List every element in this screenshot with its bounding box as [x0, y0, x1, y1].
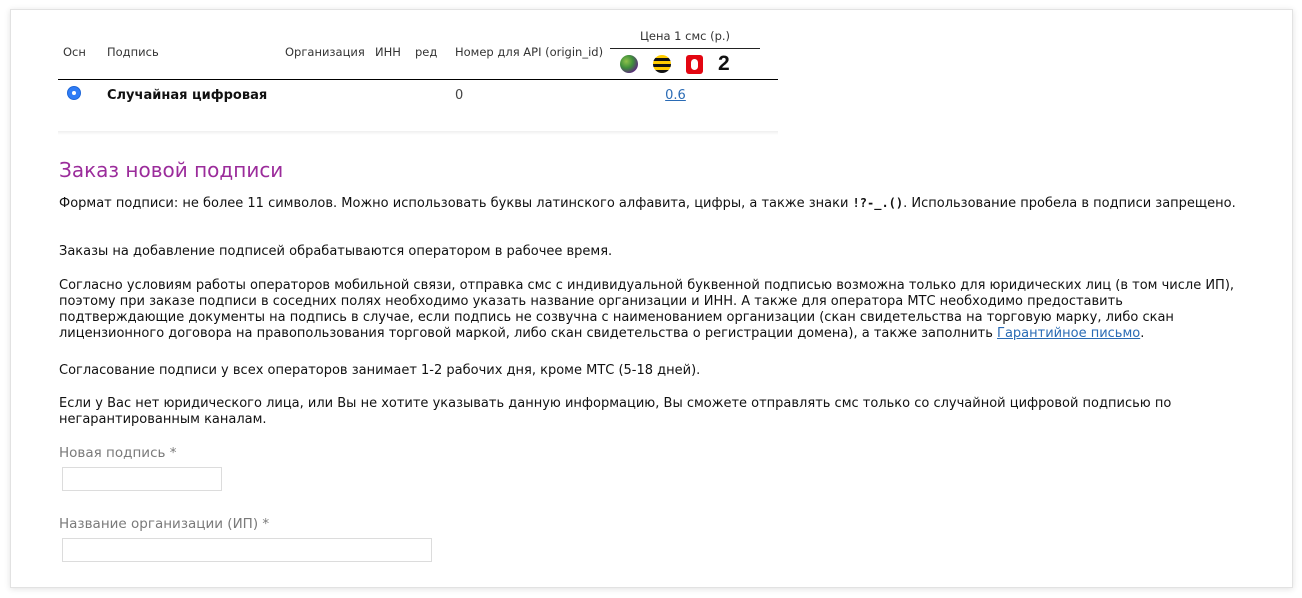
col-api-number-header: Номер для API (origin_id) [450, 24, 610, 80]
new-signature-label: Новая подпись * [59, 445, 177, 461]
origin-id-cell: 0 [455, 87, 464, 103]
guarantee-letter-link[interactable]: Гарантийное письмо [997, 326, 1141, 341]
inn-cell [370, 80, 410, 111]
megafon-icon [620, 55, 638, 73]
page-title: Заказ новой подписи [59, 158, 284, 182]
table-row [58, 80, 778, 111]
col-signature-header: Подпись [102, 24, 280, 80]
no-legal-entity-text: Если у Вас нет юридического лица, или Вы не хотите указывать данную информацию, Вы сможете отправлять смс только со случайной цифровой подписью по негарантированным каналам. [59, 396, 1172, 427]
main-signature-radio[interactable] [67, 86, 81, 100]
beeline-icon [653, 55, 671, 73]
approval-text: Согласование подписи у всех операторов занимает 1-2 рабочих дня, кроме МТС (5-18 дней). [59, 363, 701, 378]
col-inn-header: ИНН [370, 24, 410, 80]
col-edit-header: ред [410, 24, 450, 80]
new-signature-input[interactable] [62, 467, 222, 491]
col-price-header: Цена 1 смс (р.) [610, 24, 760, 49]
col-organization-header: Организация [280, 24, 370, 80]
processing-text: Заказы на добавление подписей обрабатываются оператором в рабочее время. [59, 244, 613, 259]
allowed-chars: !?-_.() [852, 196, 904, 210]
edit-cell [410, 80, 450, 111]
format-rules-text: Формат подписи: не более 11 символов. Можно использовать буквы латинского алфавита, цифры, а также знаки !?-_.(). Использование пробела в подписи запрещено. [59, 196, 1236, 211]
col-main-header: Осн [58, 24, 102, 80]
mts-icon [686, 55, 703, 74]
signatures-table [58, 24, 778, 110]
org-name-input[interactable] [62, 538, 432, 562]
table-shadow [58, 131, 778, 135]
price-link[interactable]: 0.6 [665, 87, 686, 103]
signatures-panel [10, 9, 1293, 588]
operator-icons [610, 52, 760, 75]
tele2-icon: 2 [718, 52, 730, 75]
org-name-label: Название организации (ИП) * [59, 516, 270, 532]
conditions-text: Согласно условиям работы операторов мобильной связи, отправка смс с индивидуальной буквенной подписью возможна только для юридических лиц (в том числе ИП), поэтому при заказе подписи в соседних полях необходимо указать название организации и ИНН. А также для оператора МТС необходимо предоставить подтверждающие документы на подпись в случае, если подпись не созвучна с наименованием организации (скан свидетельства на торговую марку, либо скан лицензионного договора на правопользования торговой маркой, либо скан свидетельства о регистрации домена), а также заполнить Гарантийное письмо. [59, 278, 1235, 341]
organization-cell [280, 80, 370, 111]
signature-name: Случайная цифровая [107, 87, 268, 103]
